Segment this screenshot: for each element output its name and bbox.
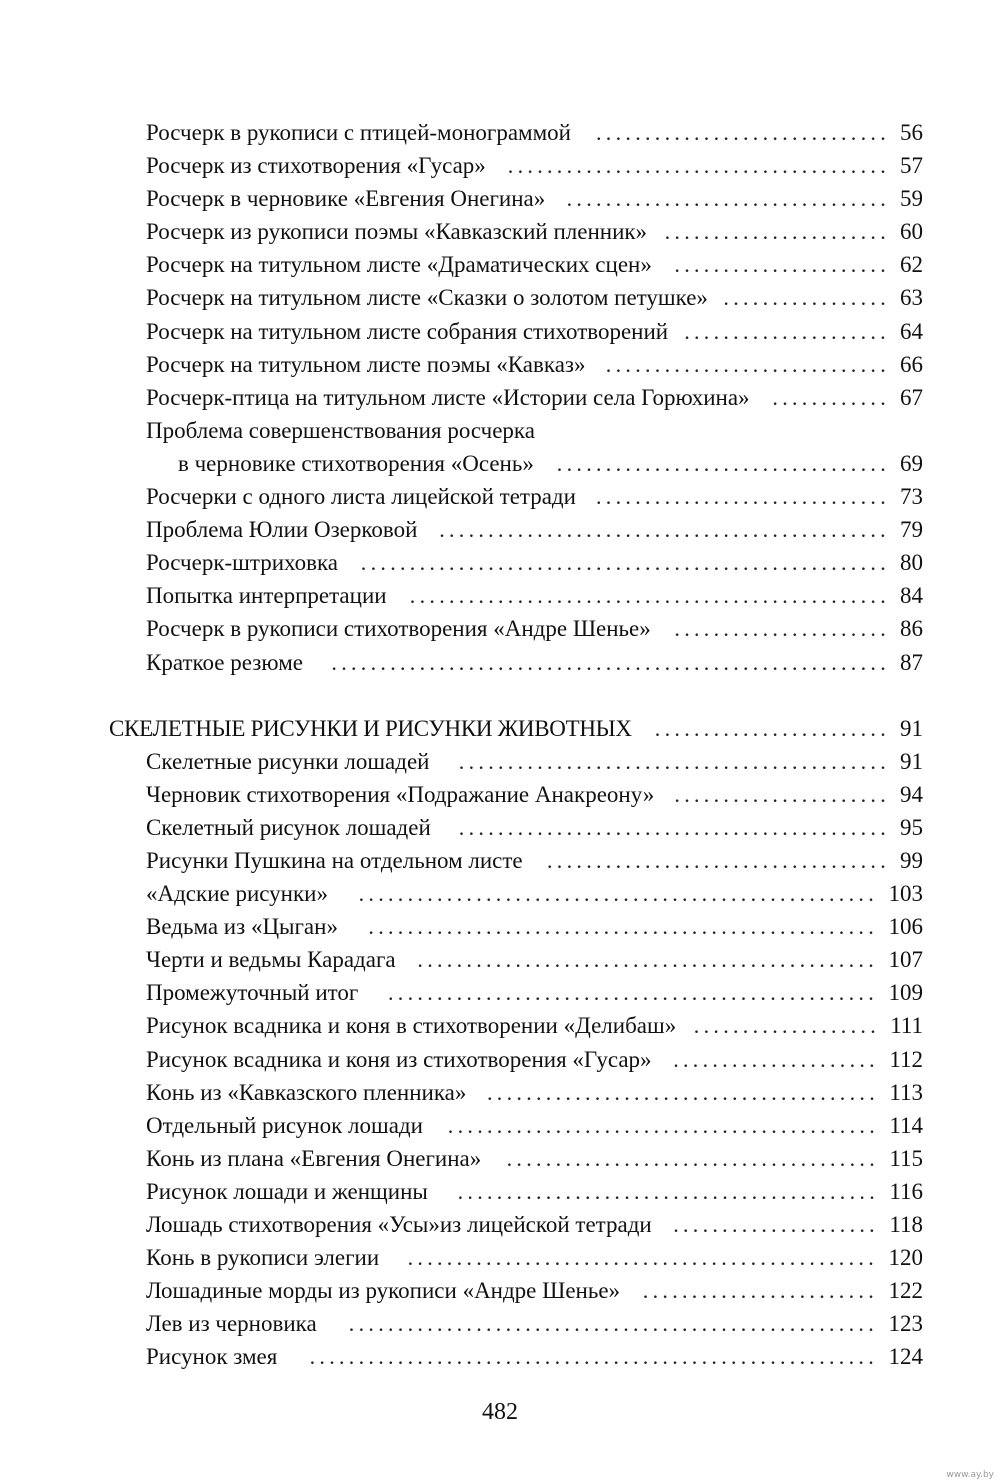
toc-entry-page: 63 [900,285,923,311]
toc-entry-page: 111 [890,1013,923,1039]
dot-leader: ............ [772,384,890,410]
page-number: 482 [482,1399,518,1425]
dot-leader: ..................... [673,1212,879,1237]
section-spacer [0,679,1000,712]
dot-leader: ..................... [673,1046,879,1072]
toc-entry-title: Росчерк из стихотворения «Гусар» [146,153,486,179]
toc-entry [0,546,1000,579]
toc-entry [0,116,1000,149]
dot-leader: ........................ [654,715,890,741]
dot-leader: .............................. [596,120,890,145]
dot-leader: ........................................... [457,1178,879,1204]
toc-entry-page: 60 [900,219,923,245]
toc-entry-title: Черновик стихотворения «Подражание Анакреону» [146,781,655,807]
toc-entry-page: 114 [889,1112,923,1138]
toc-entry-page: 123 [888,1311,923,1337]
toc-entry-page: 67 [900,384,923,410]
dot-leader: ..................................................... [358,881,878,907]
toc-entry [0,1340,1000,1373]
toc-entry-page: 106 [888,914,923,940]
dot-leader: ..................... [684,318,890,344]
toc-entry [0,811,1000,844]
section-title: СКЕЛЕТНЫЕ РИСУНКИ И РИСУНКИ ЖИВОТНЫХ [109,715,632,741]
dot-leader: .................................................... [368,914,878,940]
toc-entry-page: 120 [888,1245,923,1271]
dot-leader: ...................................................... [348,1311,878,1337]
watermark: www.ay.by [946,1470,994,1480]
toc-entry [0,943,1000,976]
toc-entry-page: 107 [888,947,923,973]
toc-entry-page: 116 [889,1178,923,1204]
toc-entry [0,579,1000,612]
toc-entry [0,348,1000,381]
toc-entry [0,480,1000,513]
toc-entry [0,248,1000,281]
dot-leader: ................................... [547,847,890,873]
dot-leader: ................. [723,285,890,311]
toc-entry [0,1009,1000,1042]
toc-entry [0,1109,1000,1142]
toc-entry-title: Конь в рукописи элегии [146,1245,380,1271]
toc-entry [0,149,1000,182]
toc-entry-title: Росчерки с одного листа лицейской тетради [146,484,576,510]
dot-leader: ................................................. [409,583,890,609]
toc-entry [0,1208,1000,1241]
dot-leader: ....................................... [507,153,890,179]
toc-entry [0,1274,1000,1307]
toc-entry-title: Рисунки Пушкина на отдельном листе [146,847,523,873]
dot-leader: .............................. [596,484,890,510]
toc-entry-page: 57 [900,153,923,179]
toc-entry-title: Ведьма из «Цыган» [146,914,338,940]
toc-entry-title: Конь из «Кавказского пленника» [146,1079,467,1105]
section-page: 91 [900,715,923,741]
toc-entry-page: 112 [889,1046,923,1072]
toc-entry-title: Черти и ведьмы Карадага [146,947,396,973]
toc-entry-title: Росчерк-штриховка [146,550,339,576]
toc-entry-title: Лев из черновика [146,1311,317,1337]
toc-entry [0,1307,1000,1340]
toc-entry-page: 66 [900,351,923,377]
toc-entry [0,315,1000,348]
toc-entry-page: 84 [900,583,923,609]
toc-entry-title: Росчерк из рукописи поэмы «Кавказский пленник» [146,219,648,245]
toc-entry-title: Скелетный рисунок лошадей [146,814,431,840]
toc-entry-continuation [0,447,1000,480]
dot-leader: ...................... [674,252,890,278]
toc-entry-title: Краткое резюме [146,649,303,675]
toc-entry-page: 87 [900,649,923,675]
toc-entry-page: 56 [900,120,923,145]
toc-entry-page: 62 [900,252,923,278]
toc-entry [0,976,1000,1009]
toc-entry [0,1241,1000,1274]
dot-leader: ........................................ [487,1079,879,1105]
toc-entry-title: «Адские рисунки» [146,881,328,907]
toc-entry [0,182,1000,215]
toc-entry [0,513,1000,546]
toc-entry [0,381,1000,414]
toc-entry-page: 79 [900,517,923,543]
toc-entry-page: 122 [888,1278,923,1304]
toc-entry-page: 95 [900,814,923,840]
dot-leader: ....................... [664,219,890,245]
toc-entry-title: Рисунок змея [146,1344,278,1370]
toc-entry-title-continued: в черновике стихотворения «Осень» [178,450,534,476]
toc-entry-title: Росчерк в рукописи стихотворения «Андре Шенье» [146,616,651,642]
toc-entry-page: 124 [888,1344,923,1370]
toc-entry-title: Росчерк-птица на титульном листе «Истории села Горюхина» [146,384,750,410]
toc-entry-title: Лошадь стихотворения «Усы»из лицейской тетради [146,1212,652,1237]
dot-leader: ............................................ [458,748,890,774]
toc-entry-title: Росчерк на титульном листе поэмы «Кавказ» [146,351,586,377]
toc-entry [0,844,1000,877]
toc-entry [0,1142,1000,1175]
dot-leader: ...................................... [506,1145,879,1171]
toc-entry [0,778,1000,811]
toc-entry-title: Росчерк на титульном листе «Сказки о золотом петушке» [146,285,708,311]
toc-entry [0,281,1000,314]
dot-leader: ........................ [642,1278,878,1304]
dot-leader: ...................... [674,616,890,642]
dot-leader: .......................................................... [309,1344,878,1370]
toc-entry-page: 80 [900,550,923,576]
toc-entry-title: Лошадиные морды из рукописи «Андре Шенье» [146,1278,621,1304]
toc-entry-title: Отдельный рисунок лошади [146,1112,423,1138]
toc-entry-title: Конь из плана «Евгения Онегина» [146,1145,482,1171]
toc-section-heading [0,712,1000,745]
toc-entry-title: Росчерк на титульном листе собрания стихотворений [146,318,669,344]
toc-entry-page: 94 [900,781,923,807]
toc-entry-page: 118 [889,1212,923,1237]
toc-entry-page: 86 [900,616,923,642]
toc-entry-title: Рисунок всадника и коня в стихотворении «Делибаш» [146,1013,677,1039]
toc-entry-title: Промежуточный итог [146,980,359,1006]
toc-entry-page: 73 [900,484,923,510]
toc-entry-title: Росчерк на титульном листе «Драматических сцен» [146,252,652,278]
dot-leader: ......................................................... [331,649,890,675]
toc-entry-title: Рисунок лошади и женщины [146,1178,428,1204]
toc-entry-title: Попытка интерпретации [146,583,387,609]
toc-entry-title: Скелетные рисунки лошадей [146,748,430,774]
toc-entry-page: 99 [900,847,923,873]
dot-leader: ............................. [605,351,890,377]
toc-entry [0,612,1000,645]
dot-leader: ............................................... [417,947,878,973]
toc-entry-page: 69 [900,450,923,476]
dot-leader: ............................................ [447,1112,879,1138]
dot-leader: ................... [693,1013,880,1039]
dot-leader: .............................................. [439,517,890,543]
toc-entry-title: Рисунок всадника и коня из стихотворения «Гусар» [146,1046,652,1072]
toc-entry [0,646,1000,679]
toc-entry-page: 103 [888,881,923,907]
toc-entry-page: 64 [900,318,923,344]
toc-entry-page: 91 [900,748,923,774]
toc-entry-title: Росчерк в рукописи с птицей-монограммой [146,120,571,145]
toc-entry [0,215,1000,248]
dot-leader: .................................. [556,450,890,476]
dot-leader: ................................. [566,186,890,212]
table-of-contents [0,116,1000,1373]
toc-entry-title: Росчерк в черновике «Евгения Онегина» [146,186,546,212]
dot-leader: .................................................. [388,980,878,1006]
dot-leader: ...................................................... [360,550,890,576]
toc-entry-page: 109 [888,980,923,1006]
toc-entry-title: Проблема совершенствования росчерка [146,417,535,443]
toc-entry [0,877,1000,910]
toc-entry [0,1175,1000,1208]
dot-leader: ............................................ [458,814,890,840]
dot-leader: ...................... [674,781,890,807]
toc-entry-page: 113 [889,1079,923,1105]
toc-entry-first-line [0,414,1000,447]
toc-entry-page: 59 [900,186,923,212]
toc-entry-title: Проблема Юлии Озерковой [146,517,418,543]
toc-entry [0,1076,1000,1109]
toc-entry [0,745,1000,778]
dot-leader: ................................................ [407,1245,878,1271]
toc-entry [0,1043,1000,1076]
toc-entry [0,910,1000,943]
toc-entry-page: 115 [889,1145,923,1171]
